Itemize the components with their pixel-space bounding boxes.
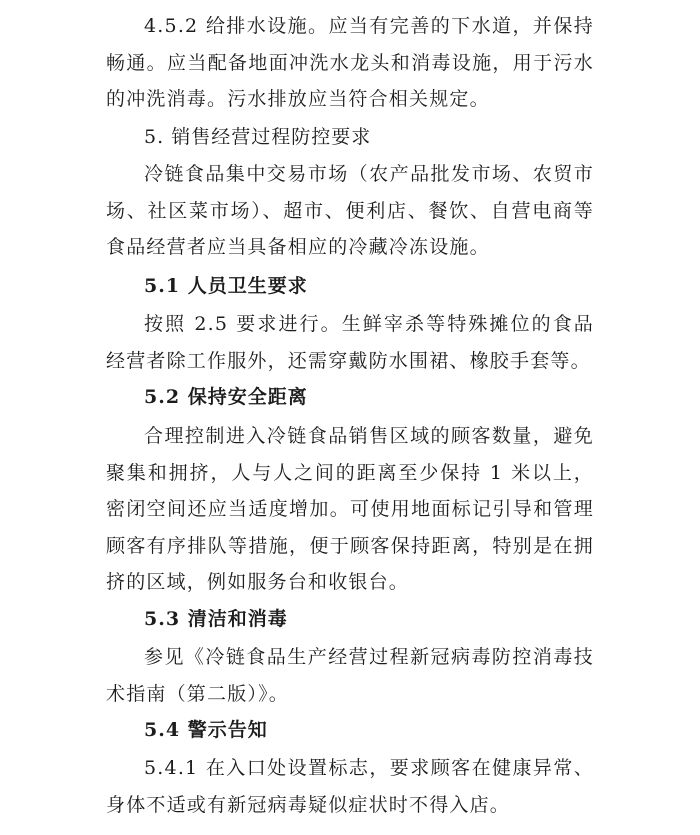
section-heading-5-1 bbox=[144, 268, 308, 304]
section-heading-5-2 bbox=[144, 379, 308, 415]
paragraph-5-3: 参见《冷链食品生产经营过程新冠病毒防控消毒技术指南（第二版）》。 bbox=[106, 646, 594, 705]
section-number: 5. bbox=[144, 126, 165, 148]
section-title: 保持安全距离 bbox=[187, 386, 308, 408]
paragraph-5-1: 按照 2.5 要求进行。生鲜宰杀等特殊摊位的食品经营者除工作服外，还需穿戴防水围裙、橡胶手套等。 bbox=[106, 313, 594, 372]
section-number: 5.4 bbox=[144, 719, 181, 741]
section-title: 销售经营过程防控要求 bbox=[171, 126, 372, 148]
section-heading-5-4 bbox=[144, 712, 268, 748]
section-number: 5.2 bbox=[144, 386, 181, 408]
section-title: 人员卫生要求 bbox=[187, 275, 308, 297]
paragraph-4-5-2: 4.5.2 给排水设施。应当有完善的下水道，并保持畅通。应当配备地面冲洗水龙头和消毒设施，用于污水的冲洗消毒。污水排放应当符合相关规定。 bbox=[106, 15, 594, 110]
section-number: 5.1 bbox=[144, 275, 181, 297]
section-heading-5 bbox=[144, 119, 371, 155]
paragraph-5-2: 合理控制进入冷链食品销售区域的顾客数量，避免聚集和拥挤，人与人之间的距离至少保持 1 米以上，密闭空间还应当适度增加。可使用地面标记引导和管理顾客有序排队等措施，便于顾客保持距离，特别是在拥挤的区域，例如服务台和收银台。 bbox=[106, 425, 594, 593]
section-title: 警示告知 bbox=[187, 719, 268, 741]
paragraph-5-4-1: 5.4.1 在入口处设置标志，要求顾客在健康异常、身体不适或有新冠病毒疑似症状时不得入店。 bbox=[106, 757, 594, 816]
section-heading-5-3 bbox=[144, 601, 288, 637]
section-number: 5.3 bbox=[144, 608, 181, 630]
section-title: 清洁和消毒 bbox=[187, 608, 288, 630]
paragraph-5-intro: 冷链食品集中交易市场（农产品批发市场、农贸市场、社区菜市场）、超市、便利店、餐饮、自营电商等食品经营者应当具备相应的冷藏冷冻设施。 bbox=[106, 163, 594, 258]
